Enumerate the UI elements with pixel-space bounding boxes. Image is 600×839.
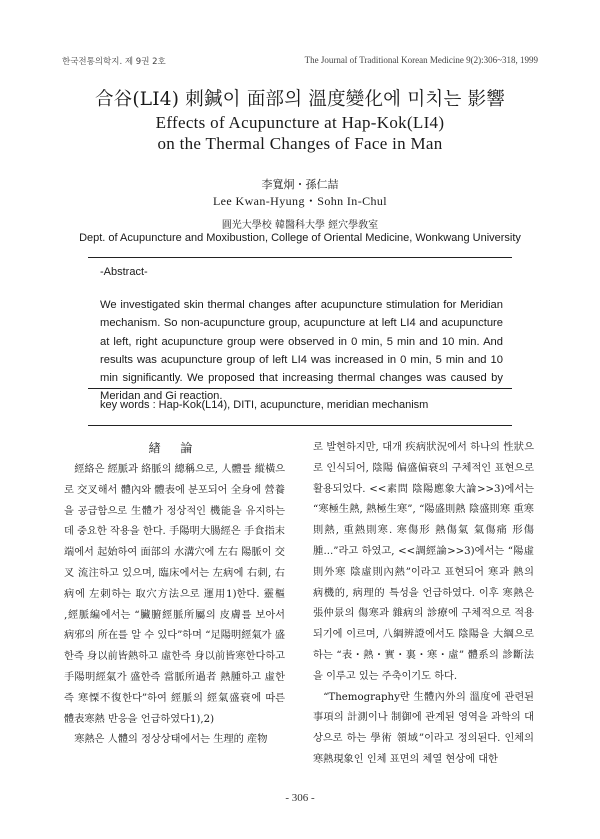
title-korean: 合谷(LI4) 刺鍼이 面部의 溫度變化에 미치는 影響 bbox=[94, 89, 506, 110]
body-left-column bbox=[64, 438, 285, 751]
abstract-top-rule bbox=[88, 257, 512, 258]
running-head bbox=[62, 55, 538, 69]
affiliation-english: Dept. of Acupuncture and Moxibustion, College of Oriental Medicine, Wonkwang University bbox=[79, 232, 521, 244]
authors-korean: 李寬炯・孫仁喆 bbox=[261, 178, 339, 191]
body-paragraph: 經絡은 經脈과 絡脈의 總稱으로, 人體를 縱橫으로 交叉해서 體內와 體表에 분포되어 全身에 營養을 공급함으로 生體가 정상적인 機能을 유지하는데 중요한 작용을 한다. 手陽明大腸經은 手食指末端에서 起始하여 面部의 水溝穴에 左右 陽脈이 交叉 流注하고 있으며, 臨床에서는 左病에 右刺, 右病에 左刺하는 取穴方法으로 運用1)한다. 靈樞‚經脈編에서는 “臟腑經脈所屬의 皮膚를 보아서 病邪의 所在를 알 수 있다”하며 “足陽明經氣가 盛한즉 身以前皆熱하고 虛한즉 身以前皆寒한다하고 手陽明經氣가 盛한즉 當脈所過者 熱腫하고 虛한즉 寒慄不復한다”하여 經脈의 經氣盛衰에 따른 體表寒熱 반응을 언급하였다1),2) bbox=[64, 464, 285, 725]
abstract-body: We investigated skin thermal changes after acupuncture stimulation for Meridian mechanism. So non-acupuncture group, acupuncture at left LI4 and acupuncture at left, right acupuncture group were observed in 0 min, 5 min and 10 min. And results was acupuncture group of left LI4 was increased in 0 min, 5 min and 10 min significantly. We proposed that increasing thermal changes was caused by Meridan and Gi reaction. bbox=[100, 299, 503, 403]
authors-english: Lee Kwan-Hyung・Sohn In-Chul bbox=[212, 194, 388, 208]
body-right-column bbox=[313, 438, 534, 771]
body-paragraph: 寒熱은 人體의 정상상태에서는 生理的 産物 bbox=[74, 734, 268, 746]
journal-citation-english: The Journal of Traditional Korean Medicine 9(2):306~318, 1999 bbox=[304, 55, 538, 65]
title-english-line2: on the Thermal Changes of Face in Man bbox=[157, 134, 443, 153]
abstract-label: -Abstract- bbox=[100, 266, 148, 278]
title-block bbox=[0, 88, 600, 154]
body-paragraph: 로 발현하지만, 대개 疾病狀況에서 하나의 性狀으로 인식되어, 陰陽 偏盛偏衰의 구체적인 표현으로 활용되었다. <<素問 陰陽應象大論>>3)에서는 “寒極生熱, 熱極生寒”, “陽盛則熱 陰盛則寒 重寒則熱, 重熱則寒. 寒傷形 熱傷氣 氣傷痛 形傷腫...”라고 하였고, <<調經論>>3)에서는 “陽虛則外寒 陰虛則內熱”이라고 표현되어 寒과 熱의 病機的, 病理的 특성을 언급하였다. 이후 寒熱은 張仲景의 傷寒과 雜病의 診療에 구체적으로 적용되기에 이르며, 八綱辨證에서도 陰陽을 大綱으로 하는 “表・熱・實・裏・寒・虛” 體系의 診斷法을 이루고 있는 주축이기도 하다. bbox=[313, 442, 534, 682]
abstract-bottom-rule bbox=[88, 388, 512, 389]
section-title-introduction: 緖 論 bbox=[148, 441, 201, 455]
page-number: - 306 - bbox=[285, 792, 315, 804]
keywords-bottom-rule bbox=[88, 425, 512, 426]
journal-volume-korean: 한국전통의학지. 제 9권 2호 bbox=[62, 57, 166, 67]
affiliation-korean: 圓光大學校 韓醫科大學 經穴學敎室 bbox=[221, 220, 379, 231]
body-paragraph: “Themography란 生體內外의 溫度에 관련된 事項의 計測이나 制御에 관계된 영역을 과학의 대상으로 하는 學術 領域”이라고 정의된다. 인체의 寒熱現象인 인체 표면의 체열 현상에 대한 bbox=[313, 691, 534, 765]
title-english-line1: Effects of Acupuncture at Hap-Kok(LI4) bbox=[155, 113, 445, 132]
keywords: key words : Hap-Kok(L14), DITI, acupuncture, meridian mechanism bbox=[100, 399, 429, 411]
